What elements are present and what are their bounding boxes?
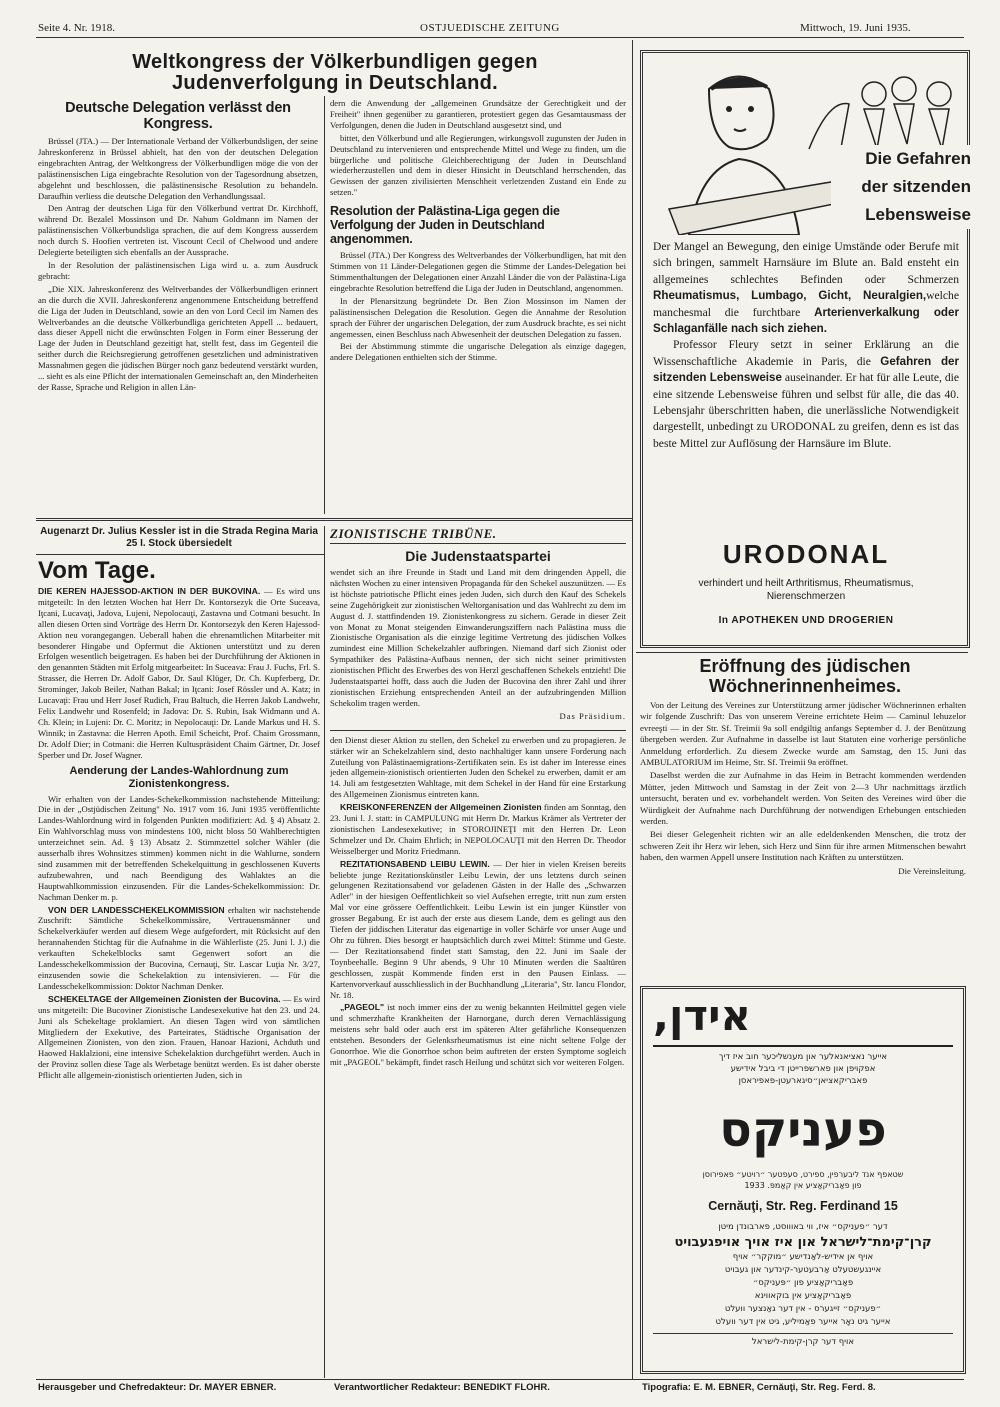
footer-printer: Tipografia: E. M. EBNER, Cernăuţi, Str. Reg. Ferd. 8. [642, 1382, 876, 1393]
yiddish-line: אפקויפן און פארשפרייטן די ביבל אידישע [730, 1064, 876, 1074]
urodonal-brand: URODONAL [722, 539, 890, 569]
yiddish-line: פאַבריקאַציע אין בוקאווינא [754, 1291, 852, 1301]
page-number: Seite 4. Nr. 1918. [38, 22, 115, 34]
paragraph: Wir erhalten von der Landes-Schekelkommission nachstehende Mitteilung: Die in der „Ostjüdischen Zeitung" No. 1917 vom 16. Juni 1935 veröffentlichte Landes-Wahlordnung wird in folgenden Punkten modifiziert: Ad. § 4) Absatz 2. Ein Wahlvorschlag muss von mindestens 100, nicht bloss 50 Wahlberechtigten unterzeichnet sein. Ad. § 13) Absatz 2. Stimmzettel solcher Wähler (die ausserhalb ihres Wohnsitzes stimmen) kommen nicht in die Wahlurne, sondern sind zusammen mit der betreffenden Schekelquittung in geschlossenen Kuverts aufzubewahren, und nach Beendigung des Wahlaktes an die Hauptwahlkommission einzusenden. Für die Landes-Schekelkommission: Dr. Nachman Denker m. p. [38, 793, 320, 902]
maternity-home-article [640, 700, 966, 980]
kessler-notice: Augenarzt Dr. Julius Kessler ist in die Strada Regina Maria 25 I. Stock übersiedelt [40, 526, 318, 549]
body-bold: Rheumatismus, Lumbago, Gicht, Neuralgien, [653, 289, 927, 303]
phoenix-cigarette-ad [640, 986, 966, 1374]
column-rule [324, 526, 325, 1378]
section-head: DIE KEREN HAJESSOD-AKTION IN DER BUKOVINA. [38, 586, 261, 596]
tagline-line: Nierenschmerzen [766, 591, 846, 602]
paragraph: finden am Sonntag, den 23. Juni l. J. statt: in CAMPULUNG mit Herrn Dr. Markus Krämer als Vertreter der zionistischen Landesexekutive; in STOROJINEŢI mit den Herren Dr. Leon Schmelzer und Dr. Chaim Ehrlich; in NEPOLOCAUŢI mit den Herren Dr. Theodor Weisselberger und Moritz Friedmann. [330, 802, 626, 856]
title-line-1: Weltkongress der Völkerbundligen gegen [132, 51, 538, 73]
maternity-home-title [640, 656, 970, 696]
main-article-col-1 [38, 98, 318, 513]
newspaper-name: OSTJUEDISCHE ZEITUNG [420, 22, 560, 34]
paragraph: In der Plenarsitzung begründete Dr. Ben Zion Mossinson im Namen der palästinensischen Delegation die Resolution. Gegen die Annahme der Resolution sprach der Führer der ungarischen Delegation, der zum Ausdruck brachte, es sei nicht angemessen, einen Beschluss nach Abwesenheit der deutschen Delegation zu fassen. [330, 295, 626, 339]
section-rule [36, 554, 324, 555]
main-article-col-2 [330, 98, 626, 513]
signature: Die Vereinsleitung. [898, 865, 966, 876]
yiddish-line: ״פעניקס״ זייגערס - אין דער גאַנצער וועלט [724, 1304, 882, 1314]
paragraph: — Es wird uns mitgeteilt: In den letzten Wochen hat Herr Dr. Kontorsezyk die Orte Suceava, Iţcani, Lucavaţi, Jadova, Lujeni, Nepolocauţi, Zastavna und Cotmani besucht. In allen diesen Orten sind Vorträge des Herrn Dr. Kontorsezyk den Keren Hajessod-Aktion neu vorangegangen. Ueberall haben die ehrenamtlichen Mitarbeiter mit besonderer Hingabe und Opfermut die Aktionen unterstützt und zu deren Erfolgen wesentlich beigetragen. Es haben bei der Durchführung der Aktionen in den genannten Städten mit Erfolg mitgearbeitet: In Suceava: Frau J. Fuchs, Frl. S. Strasser, die Herren Dr. Adolf Gabor, Dr. Saul Klüger, Dr. Ch. Kupferberg, Dr. Strominger, Jakob Beiler, Nathan Bakal; in Iţcani: Josef Rössler und A. Katz; in Lucavaţi: Frau und Herr Josef Rudich, Frau Baltuch, die Herren Jakob Landwehr, Felix Landwehr und Rosenfeld; in Jadova: Dr. S. Rubin, Isak Widmann und A. Ch. Klein; in Lujeni: Dr. C. Moritz; in Nepolocauţi: Dr. Lande Markus und H. S. Winnik; in Zastavna: die Herren Apoth. Emil Scheicht, Prof. Chaim Grossmann, Dr. Adolf Dier; in Cotmani: die Herren Kultuspräsident Chaim Gärtner, Dr. Josef Sperber und Dr. Josef Wagner. [38, 586, 320, 760]
section-rule [36, 520, 632, 521]
yiddish-line: פון פאַבריקאַציע אין קאַמפּ. 1933 [744, 1181, 862, 1190]
tagline-line: verhindert und heilt Arthritismus, Rheumatismus, [698, 578, 914, 589]
paragraph: Brüssel (JTA.) Der Kongress des Weltverbandes der Völkerbundligen, hat mit den Stimmen von 11 Länder-Delegationen gegen die Stimme der Landes-Delegation bei Stimmenthaltungen der Delegationen einer Anzahl Länder die von der Palästina-Liga eingebrachte Resolution betreffend die Liga der Juden in Deutschland, angenommen. [330, 250, 626, 293]
headline-line: Die Gefahren [865, 149, 971, 168]
urodonal-headline [831, 145, 971, 229]
headline-line: Lebensweise [865, 205, 971, 224]
paragraph: Bei der Abstimmung stimmte die ungarische Delegation als einzige dagegen, andere Delegationen enthielten sich der Stimme. [330, 341, 626, 363]
paragraph: ist noch immer eins der zu wenig bekannten Heilmittel gegen viele und schmerzhafte Krankheiten der Harnorgane, durch deren Vernachlässigung meistens sehr bald oder auch erst im späteren Alter gefährliche Konsequenzen entstehen. Besonders der Gelenksrheumatismus ist eine nicht seltene Folge der Gonorrhoe. Wie die Gonorrhoe schon beim auftreten der ersten Symptome sogleich mit „PAGEOL" bekämpft, findet rasch Heilung und schützt sich vor weiteren Folgen. [330, 1002, 626, 1067]
yiddish-line: פאַבריקאַציע פון ״פּעניקס״ [752, 1278, 854, 1288]
body-bold: Arterienverkalkung oder Schlaganfälle nach sich ziehen. [653, 305, 959, 336]
paragraph: — Der hier in vielen Kreisen bereits beliebte junge Rezitationskünstler Leibu Lewin, der uns letztens durch seinen gelungenen Rezitationsabend vor geladenen Gästen in der Halle des „Schwarzen Adler" in der hiesigen Oeffentlichkeit so viel Aufsehen erregte, tritt nun zum ersten Mal vor eine grössere Oeffentlichkeit. Leibu Lewin ist ein junger Künstler von grosser Begabung. Er ist auch der erste aus diesem Lande, dem es gelingt aus den Tiefen der jiddischen Literatur das eigenartige in voller Schärfe vor unser Auge und Ohr zu führen. Dies besorgt er hauptsächlich durch zwei Mittel: Stimme und Geste. — Der Rezitationsabend findet statt Samstag, den 22. Juni im Saale der Toynbeehalle. Beginn 9 Uhr abends, 9 Uhr 10 Minuten werden die Saaltüren geschlossen, zuspät Kommende finden erst in den Pausen Einlass. — Kartenvorverkauf ausschliesslich in der Buchhandlung „Literaria", Str. Iancu Flondor, Nr. 18. [330, 858, 626, 1000]
footer-editor: Verantwortlicher Redakteur: BENEDIKT FLOHR. [334, 1382, 550, 1393]
yiddish-line: קרן־קימת־לישראל און איז אויך אויפגעבויט [674, 1235, 932, 1250]
paragraph: Von der Leitung des Vereines zur Unterstützung armer jüdischer Wöchnerinnen erhalten wir folgende Zuschrift: Das von unserem Vereine errichtete Heim — Caminul lehuzelor evreeşti — in der Str. Sf. Treimii 9a soll endgiltig anfangs September d. J. der Benützung übergeben werden. Zur Aufnahme in dasselbe ist laut Statuten eine vorherige persönliche Anmeldung erforderlich. Zu diesem Zwecke wurde am Samstag, den 15. Juni das AMBULATORIUM im Heime, Str. Sf. Treimii 9a eröffnet. [640, 700, 966, 768]
paragraph: bittet, den Völkerbund und alle Regierungen, wirkungsvoll zugunsten der Juden in Deutschland zu intervenieren und entsprechende Mittel und Wege zu finden, um die bürgerliche und politische Gleichberechtigung der Juden in Deutschland wiederherzustellen und dem in dieser Hinsicht in Deutschland herrschenden, das Gewissen der ganzen zivilisierten Menschheit verletzenden Zustand ein Ende zu setzen." [330, 132, 626, 198]
paragraph: wendet sich an ihre Freunde in Stadt und Land mit dem dringenden Appell, die nächsten Wochen zu einer intensiven Propaganda für den Schekel auszunützen. — Es ist höchste patriotische Pflicht eines jeden Juden, sich durch den Kauf des Schekels seine Zugehörigkeit zur zionistischen Weltorganisation und das Wahlrecht zu dem im August d. J. stattfindenden 19. Zionistenkongress zu sichern. Gerade in dieser Zeit von Monat zu Monat steigenden Einwanderungsziffern nach Palästina muss die Zionistische Organisation als die einzige legitime Vertretung des jüdischen Volkes zumindest eine Million Schekelzahler aufbringen. Niemand darf sich Zionist oder Sympathiker des Palästina-Aufbaus nennen, der sich nicht seiner primitivsten zionistischen Pflicht des Erwerbes des von Herzl geschaffenen Schekels entzieht! Die Judenstaatspartei hofft, dass auch die Juden der Bucovina den ihrer Zahl und ihrer zionistischen Erziehung entsprechenden Anteil an der aufzubringenden Million Schekolim tragen werden. [330, 567, 626, 708]
column-rule [324, 96, 325, 514]
urodonal-body [653, 239, 959, 452]
resolution-subhead: Resolution der Palästina-Liga gegen die Verfolgung der Juden in Deutschland angenommen. [330, 204, 560, 247]
issue-date: Mittwoch, 19. Juni 1935. [800, 22, 911, 34]
phoenix-small [653, 1169, 953, 1191]
urodonal-ad [640, 50, 970, 648]
paragraph: Den Antrag der deutschen Liga für den Völkerbund vertrat Dr. Kirchhoff, während Dr. Bezalel Mossinson und Dr. Nahum Goldmann im Namen der palästinensischen Völkerbundsliga sprachen, die auf dem Kongress ausserdem noch durch S. Hoofien vertreten ist. Viscount Cecil of Chelwood und andere Delegierte beteiligten sich ebenfalls an der Aussprache. [38, 203, 318, 258]
title-line: Eröffnung des jüdischen [699, 656, 911, 676]
title-line: Wöchnerinnenheimes. [708, 676, 902, 696]
paragraph: dern die Anwendung der „allgemeinen Grundsätze der Gerechtigkeit und der Freiheit" ihnen gegenüber zu garantieren, protestiert gegen das Gesamtausmass der Verfolgungen, denen die Juden in Deutschland ausgesetzt sind, und [330, 98, 626, 130]
yiddish-line: אויף אן אידיש-לאַנדישע ״מוקקר״ אויף [732, 1252, 874, 1262]
paragraph: Daselbst werden die zur Aufnahme in das Heim in Betracht kommenden werdenden Mütter, jeden Mittwoch und Samstag in der Zeit von 2—3 Uhr nachmittags ärztlich untersucht, beraten und ev. vorbehandelt werden. Von Seiten des Vereines wird über die Würdigkeit der Aufnahme nach Durchführung der notwendigen Erhebungen entschieden werden. [640, 770, 966, 827]
paragraph: Brüssel (JTA.) — Der Internationale Verband der Völkerbundsligen, der seine Jahreskonferenz in Brüssel abhielt, hat den von der deutschen Delegation eingebrachten Antrag, der Weltkongress der Völkerbundligen möge die von der palästinensischen Liga eingebrachte Resolution von der Tagesordnung absetzen, abgelehnt und beschlossen, die palästinensische Resolution zu behandeln. Daraufhin verliess die deutsche Delegation den Verhandlungssaal. [38, 136, 318, 201]
headline-line: der sitzenden [861, 177, 971, 196]
delegation-subhead: Deutsche Delegation verlässt den Kongress. [65, 100, 291, 132]
phoenix-address: Cernăuţi, Str. Reg. Ferdinand 15 [708, 1199, 898, 1213]
footer-rule [36, 1379, 964, 1380]
body-text: Professor Fleury setzt in seiner Erklärung an die Wissenschaftliche Akademie in Paris, die [653, 338, 959, 368]
body-bold: Gefahren der sitzenden Lebensweise [653, 354, 959, 385]
paragraph: erhalten wir nachstehende Zuschrift: Sämtliche Schekelkommissäre, Vertrauensmänner und Schekelverkäufer werden auf diesem Wege aufgefordert, mit Rücksicht auf den herannahenden Stichtag für die Aufnahme in die Wählerliste (25. Juni l. J.) die verkauften Schekelblocks samt Gegenwert sofort an die Landesschekelkommission der Bucovina, Cernauţi, Str. Lascar Luţia Nr. 3/27, einzusenden sowie die Schekelaktion zu intensivieren. — Für die Landesschekelkommission: Doktor Nachman Denker. [38, 904, 320, 991]
yiddish-line: אויף דער קרן-קימת-לישראל [653, 1333, 953, 1349]
yiddish-line: אייער גיט נאָר אייער פאַמיליע, גיט אין דער וועלט [715, 1317, 891, 1327]
yiddish-line: פאבריקאציאן״סיגארעטן-פאפיראסן [738, 1076, 868, 1086]
urodonal-availability: In APOTHEKEN UND DROGERIEN [718, 615, 894, 626]
signature: Das Präsidium. [559, 710, 626, 721]
section-head: SCHEKELTAGE der Allgemeinen Zionisten der Bucovina. [48, 993, 281, 1004]
body-text: auseinander. Er hat für alle Leute, die eine sitzende Lebensweise führen und selbst für alle, die das 40. Lebensjahr überschritten haben, die unerlässliche Notwendigkeit dargestellt, unbedingt zu URODONAL zu greifen, denn es ist das beste Mittel zur Auflösung der Harnsäure im Blute. [653, 371, 959, 450]
phoenix-headline: אידן, [653, 991, 752, 1040]
paragraph: Bei dieser Gelegenheit richten wir an alle edeldenkenden Menschen, die trotz der schweren Zeit ihr Herz wir leben, sich Herz und Sinn für ihre armen Mitmenschen bewahrt haben, den warmen Appell unsere Institution nach Kräften zu unterstützen. [640, 829, 966, 863]
yiddish-line: שטאפף אנד ליבערפין, ספירט, סעפטער ״רויטע״ פאפירוסן [702, 1170, 904, 1179]
phoenix-body [653, 1221, 953, 1349]
urodonal-tagline [653, 577, 959, 603]
vom-tage-section [38, 558, 320, 1378]
section-rule [36, 518, 632, 519]
column-rule [632, 40, 633, 1380]
section-head: REZITATIONSABEND LEIBU LEWIN. [340, 858, 490, 869]
tribune-title: Die Judenstaatspartei [405, 548, 551, 564]
section-rule [636, 652, 968, 653]
paragraph: — Es wird uns mitgeteilt: Die Bucoviner Zionistische Landesexekutive hat den 23. und 24. Juni als Schekeltage proklamiert. An diesen Tagen wird von sämtlichen Mitgliedern der Exekutive, des Parteirates, Städtische Organisation der Allgemeinen Zionisten, von den zion. Frauen, Hanoar Hazioni, Achduth und Haowed Haklalzioni, eine intensive Schekelaktion durchgeführt werden. Auch in der Provinz sollen diese Tage als Werbetage benützt werden. Es ist daher oberste Pflicht alle allgemein-zionistisch orientierten Juden, sich in [38, 993, 320, 1081]
footer-publisher: Herausgeber und Chefredakteur: Dr. MAYER EBNER. [38, 1382, 277, 1393]
body-text: welche manchesmal die furchtbare [653, 289, 959, 319]
tribune-label: ZIONISTISCHE TRIBÜNE. [330, 526, 497, 541]
yiddish-line: דער ״פעניקס״ איז, ווי באוווסט, פארבונדן מיטן [718, 1222, 888, 1232]
phoenix-intro [653, 1051, 953, 1087]
section-head: Aenderung der Landes-Wahlordnung zum Zionistenkongress. [69, 764, 289, 790]
yiddish-line: איינגעשטעלט אַרבעטער-קינדער און געבויט [724, 1265, 882, 1275]
paragraph: In der Resolution der palästinensischen Liga wird u. a. zum Ausdruck gebracht: [38, 259, 318, 281]
section-head: VON DER LANDESSCHEKELKOMMISSION [48, 904, 225, 915]
ad-rule [653, 1045, 953, 1047]
yiddish-line: אייער נאציאנאלער און מענשליכער חוב איז דיך [718, 1052, 888, 1062]
paragraph: „Die XIX. Jahreskonferenz des Weltverbandes der Völkerbundligen erinnert an die durch die XVII. Jahreskonferenz angenommene Entscheidung betreffend die Liga der Juden in Deutschland, sowie an den von Lord Cecil im Namen des Weltverbandes an die deutsche Völkerbundliga gerichteten Appell ... bedauert, dass dieser Appell nicht die erwünschten Folgen in Form einer Besserung der Lage der Juden in Deutschland gezeitigt hat, stellt fest, dass im Gegenteil die seither durch die Reichsregierung getroffenen gesetzlichen und administrativen Massnahmen gegen die jüdischen Bürger noch ganz bedeutend verstärkt wurden, ... sieht es als eine Pflicht der internationalen Gemeinschaft an, den Minderheiten der Rasse, Sprache und Religion in allen Län- [38, 283, 318, 392]
header-rule [36, 37, 964, 38]
tribune-section [330, 526, 626, 1378]
vom-tage-title: Vom Tage. [38, 558, 156, 584]
section-head: KREISKONFERENZEN der Allgemeinen Zionisten [340, 802, 542, 813]
phoenix-brand: פעניקס [719, 1102, 887, 1158]
title-line-2: Judenverfolgung in Deutschland. [172, 72, 498, 94]
paragraph: den Dienst dieser Aktion zu stellen, den Schekel zu erwerben und zu propagieren. Je stärker wir an Schekelzahlern sind, desto nachhaltiger kann unsere Forderung nach Zuteilung von Palästinaemigrations-Zertifikaten sein. Es ist daher im Interesse eines jeden allgemein-zionistisch orientierten Juden den Schekel zu erwerben, damit er am 14. Juli am festgesetzten Wahltage, mit dem Schekel in der Hand für eine Erstarkung des Allgemeinen Zionismus eintreten kann. [330, 734, 626, 800]
body-text: Der Mangel an Bewegung, den einige Umstände oder Berufe mit sich bringen, sammelt Harnsäure im Blute an. Bald ensteht ein allgemeines schlechtes Befinden oder Schmerzen [653, 240, 959, 286]
main-article-title [40, 52, 630, 94]
section-head: „PAGEOL" [340, 1002, 385, 1013]
